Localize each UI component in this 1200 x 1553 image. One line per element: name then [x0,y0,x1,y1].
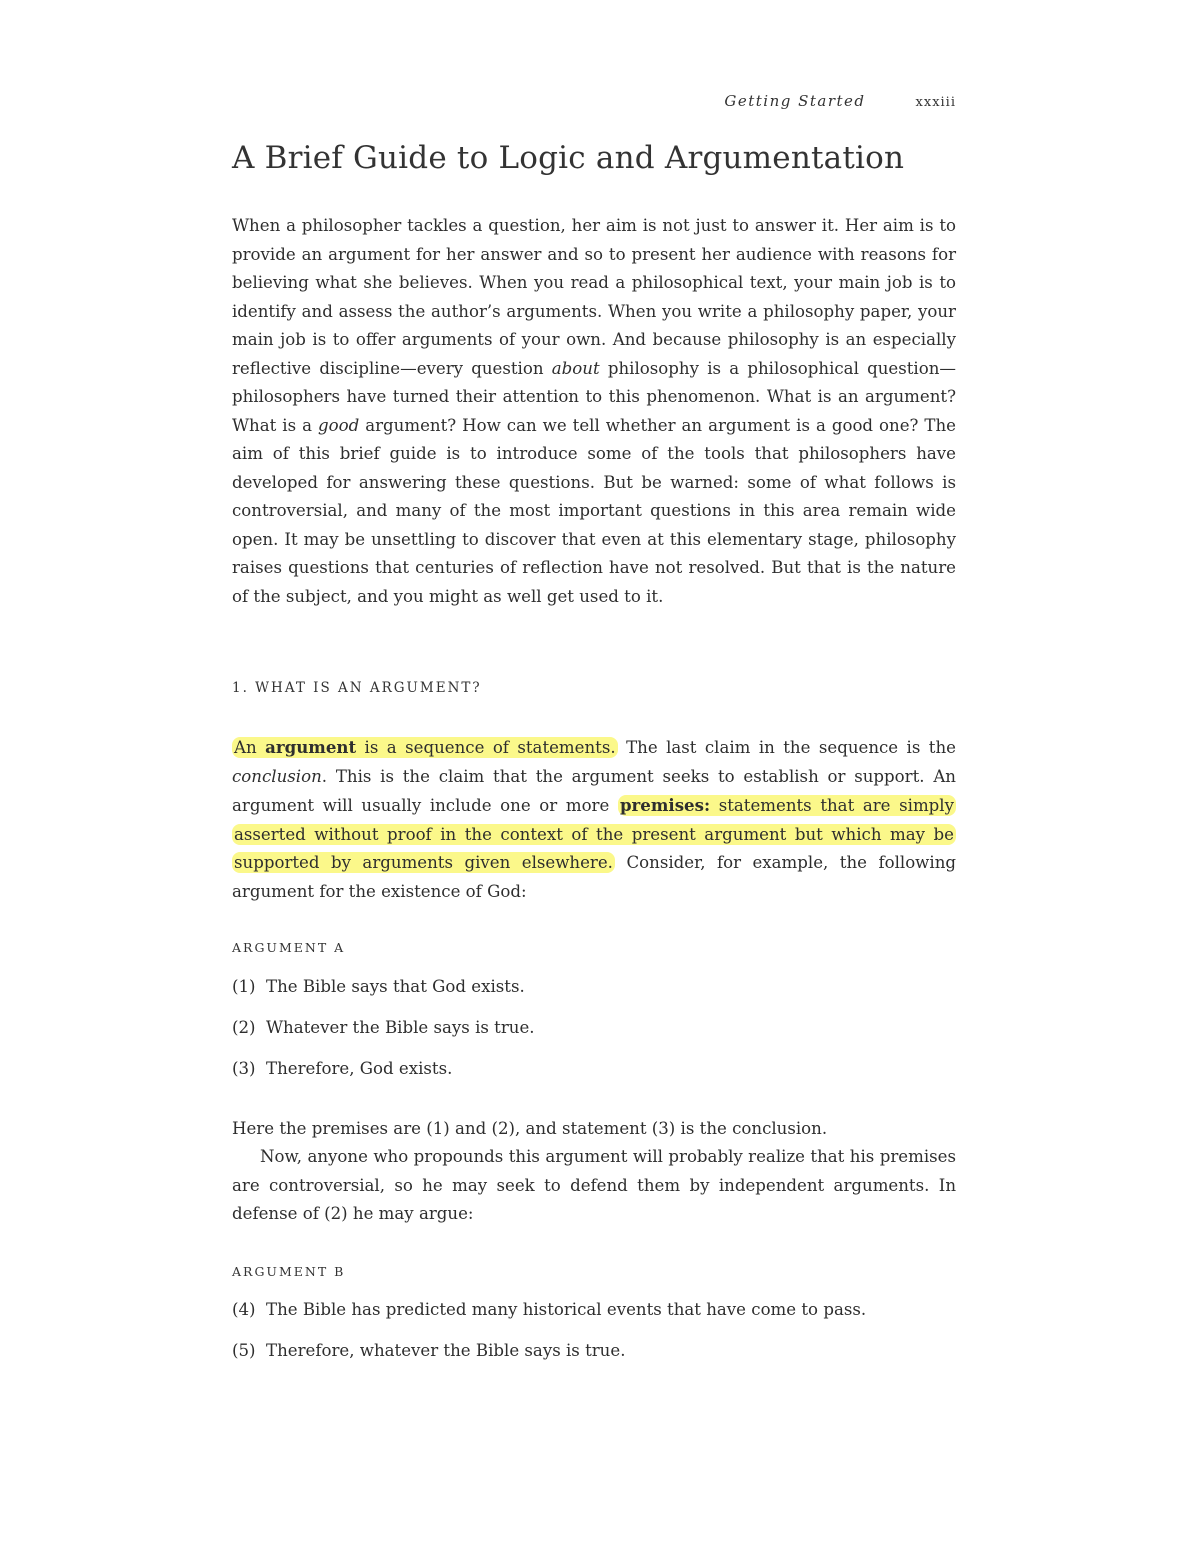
premise-5 [232,1341,625,1360]
argument-a-label: ARGUMENT A [232,940,346,955]
running-head [232,92,956,110]
intro-text-3: argument? How can we tell whether an argument is a good one? The aim of this brief guide is to introduce some of the tools that philosophers have developed for answering these questions. But be warned: some of what follows is controversial, and many of the most important questions in this area remain wide open. It may be unsettling to discover that even at this elementary stage, philosophy raises questions that centuries of reflection have not resolved. But that is the nature of the subject, and you might as well get used to it. [232,415,956,606]
paragraph-text: Consider, for example, the following argument for the existence of God: [232,853,956,901]
paragraph-text: The last claim in the sequence is the [617,738,956,757]
argument-b-label: ARGUMENT B [232,1264,346,1279]
highlight-argument-definition [232,737,618,758]
running-head-section: Getting Started [724,92,866,110]
term-premises: premises: [619,795,711,815]
premise-number: (1) [232,977,256,996]
premise-4 [232,1300,866,1319]
term-argument: argument [265,737,357,757]
premise-number: (4) [232,1300,256,1319]
highlight-text: is a sequence of statements. [356,738,616,757]
highlight-text: statements that are simply asserted without proof in the context of the present argument but which may be supported by arguments given elsewhere. [234,796,954,872]
premise-text: The Bible says that God exists. [266,977,525,996]
premise-number: (2) [232,1018,256,1037]
premise-1 [232,977,525,996]
premise-3 [232,1059,452,1078]
premise-2 [232,1018,535,1037]
paragraph-text: . This is the claim that the argument seeks to establish or support. An argument will usually include one or more [232,766,956,815]
intro-text-2: philosophy is a philosophical question—philosophers have turned their attention to this phenomenon. What is an argument? What is a [232,358,956,435]
premise-text: Whatever the Bible says is true. [266,1018,535,1037]
intro-emphasis-good: good [317,415,360,435]
premise-number: (3) [232,1059,256,1078]
intro-text-1: When a philosopher tackles a question, her aim is not just to answer it. Her aim is to provide an argument for her answer and so to present her audience with reasons for believing what she believes. When you read a philosophical text, your main job is to identify and assess the author’s arguments. When you write a philosophy paper, your main job is to offer arguments of your own. And because philosophy is an especially reflective discipline—every question [232,216,956,378]
page-number: xxxiii [915,95,956,110]
premise-number: (5) [232,1341,256,1360]
highlight-text: An [234,738,266,757]
intro-emphasis-about: about [551,358,600,378]
term-conclusion: conclusion [232,766,322,786]
premise-text: Therefore, God exists. [266,1059,453,1078]
section-heading: 1. WHAT IS AN ARGUMENT? [232,680,482,696]
intro-paragraph [232,212,956,611]
premise-text: The Bible has predicted many historical events that have come to pass. [266,1300,867,1319]
premises-summary-paragraph: Here the premises are (1) and (2), and statement (3) is the conclusion. [232,1119,828,1138]
definition-paragraph [232,733,956,906]
premise-text: Therefore, whatever the Bible says is true. [266,1341,626,1360]
page-title: A Brief Guide to Logic and Argumentation [232,140,905,176]
defense-paragraph: Now, anyone who propounds this argument will probably realize that his premises are controversial, so he may seek to defend them by independent arguments. In defense of (2) he may argue: [232,1147,956,1223]
